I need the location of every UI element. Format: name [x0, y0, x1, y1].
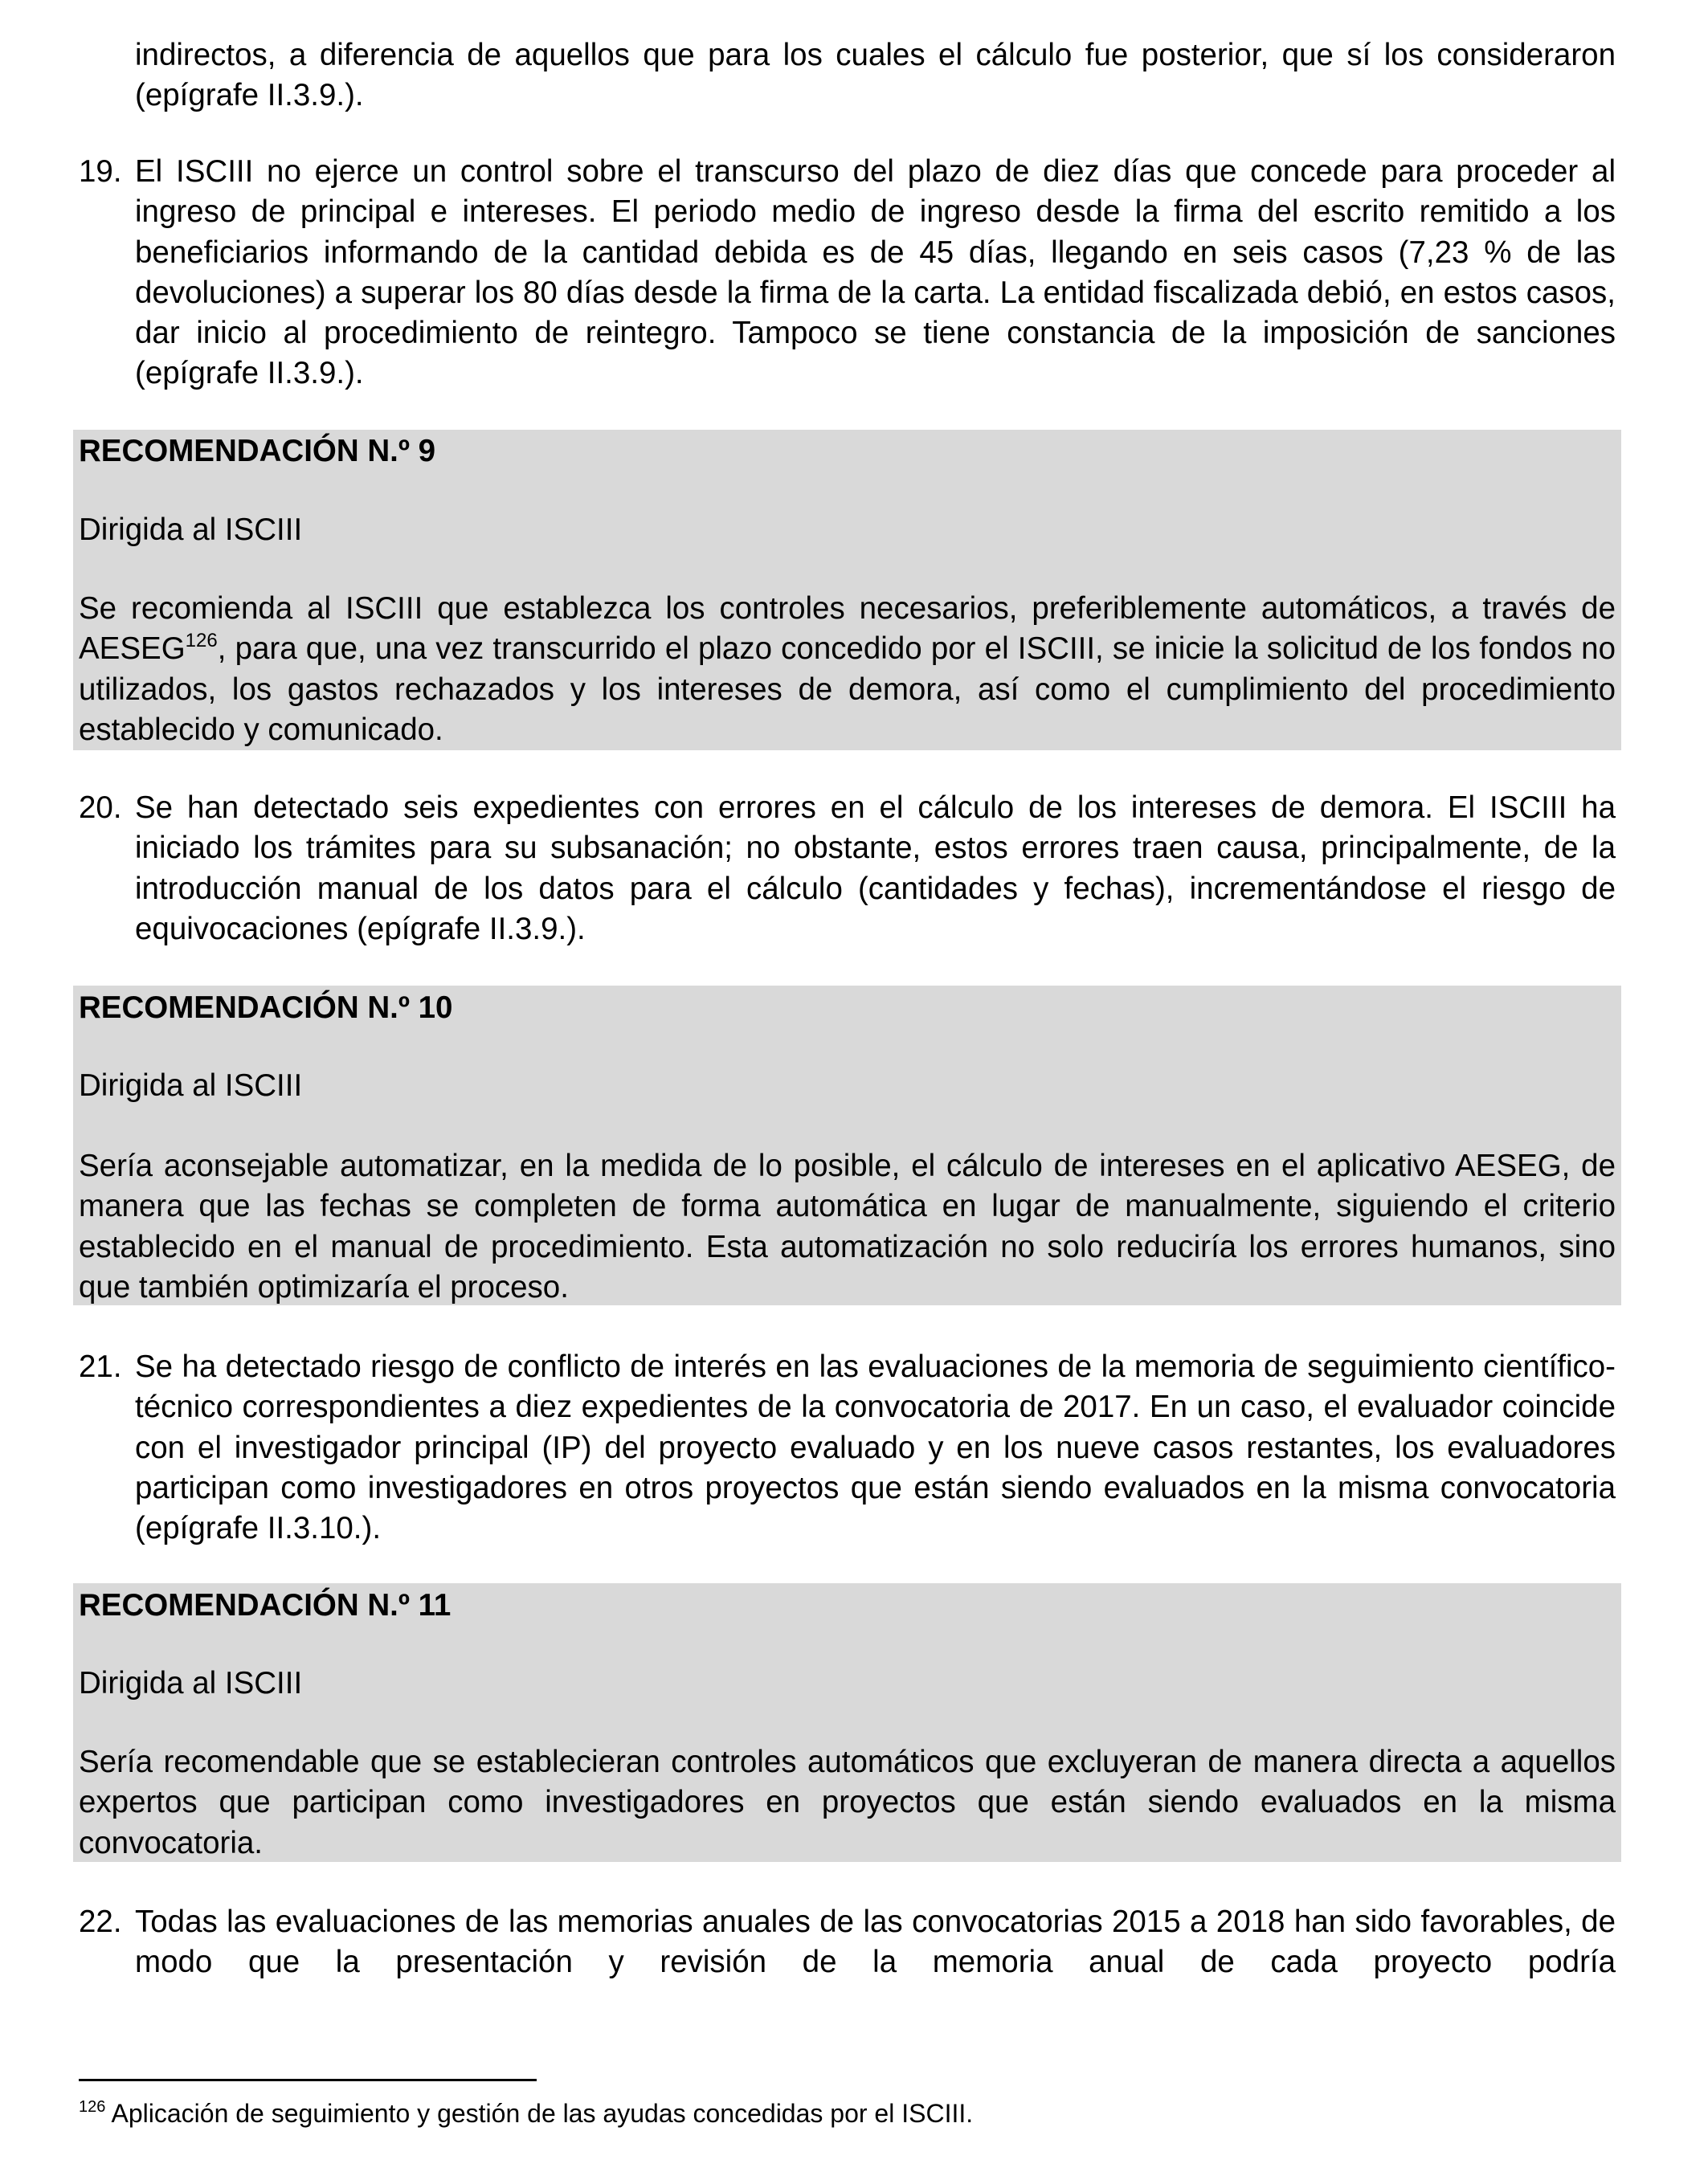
recommendation-heading: RECOMENDACIÓN N.º 9: [79, 434, 436, 468]
footnote-separator: [79, 2079, 537, 2081]
numbered-paragraph-22: [79, 1902, 1616, 1983]
paragraph-18-continuation: indirectos, a diferencia de aquellos que para los cuales el cálculo fue posterior, que sí los consideraron (epígrafe II.3.9.).: [135, 38, 1616, 113]
numbered-paragraph-21: [79, 1347, 1616, 1549]
recommendation-body: Sería recomendable que se establecieran controles automáticos que excluyeran de manera directa a aquellos expertos que participan como investigadores en proyectos que están siendo evaluados en la misma convocatoria.: [79, 1745, 1616, 1860]
recommendation-body-text: Se recomienda al ISCIII que establezca los controles necesarios, preferiblemente automáticos, a través de AESEG: [79, 591, 1616, 667]
recommendation-heading: RECOMENDACIÓN N.º 11: [79, 1588, 452, 1623]
footnote: [79, 2097, 973, 2129]
recommendation-box-11: [73, 1583, 1621, 1862]
paragraph-text: Todas las evaluaciones de las memorias anuales de las convocatorias 2015 a 2018 han sido favorables, de modo que la presentación y revisión de la memoria anual de cada proyecto podría: [135, 1905, 1616, 1980]
recommendation-body: Sería aconsejable automatizar, en la medida de lo posible, el cálculo de intereses en el aplicativo AESEG, de manera que las fechas se completen de forma automática en lugar de manualmente, siguiendo el criterio establecido en el manual de procedimiento. Esta automatización no solo reduciría los errores humanos, sino que también optimizaría el proceso.: [79, 1149, 1616, 1304]
recommendation-box-10: [73, 986, 1621, 1305]
recommendation-body: [79, 589, 1616, 750]
paragraph-number: 21.: [79, 1349, 122, 1384]
paragraph-number: 22.: [79, 1905, 122, 1939]
recommendation-addressee: Dirigida al ISCIII: [79, 1666, 303, 1701]
paragraph-text: Se han detectado seis expedientes con errores en el cálculo de los intereses de demora. El ISCIII ha iniciado los trámites para su subsanación; no obstante, estos errores traen causa, principalmente, de la introducción manual de los datos para el cálculo (cantidades y fechas), incrementándose el riesgo de equivocaciones (epígrafe II.3.9.).: [135, 790, 1616, 946]
recommendation-body-text: , para que, una vez transcurrido el plazo concedido por el ISCIII, se inicie la solicitud de los fondos no utilizados, los gastos rechazados y los intereses de demora, así como el cumplimiento del procedimiento establecido y comunicado.: [79, 631, 1616, 747]
footnote-number: 126: [79, 2098, 106, 2116]
paragraph-text: Se ha detectado riesgo de conflicto de interés en las evaluaciones de la memoria de seguimiento científico-técnico correspondientes a diez expedientes de la convocatoria de 2017. En un caso, el evaluador coincide con el investigador principal (IP) del proyecto evaluado y en los nueve casos restantes, los evaluadores participan como investigadores en otros proyectos que están siendo evaluados en la misma convocatoria (epígrafe II.3.10.).: [135, 1349, 1616, 1546]
numbered-paragraph-20: [79, 788, 1616, 949]
recommendation-heading: RECOMENDACIÓN N.º 10: [79, 990, 453, 1025]
recommendation-box-9: [73, 430, 1621, 750]
recommendation-addressee: Dirigida al ISCIII: [79, 1068, 303, 1103]
footnote-reference[interactable]: 126: [185, 630, 218, 652]
footnote-text: Aplicación de seguimiento y gestión de las ayudas concedidas por el ISCIII.: [111, 2099, 974, 2128]
paragraph-number: 20.: [79, 790, 122, 825]
paragraph-number: 19.: [79, 154, 122, 189]
numbered-paragraph-19: [79, 152, 1616, 394]
recommendation-addressee: Dirigida al ISCIII: [79, 512, 303, 547]
paragraph-text: El ISCIII no ejerce un control sobre el transcurso del plazo de diez días que concede para proceder al ingreso de principal e intereses. El periodo medio de ingreso desde la firma del escrito remitido a los beneficiarios informando de la cantidad debida es de 45 días, llegando en seis casos (7,23 % de las devoluciones) a superar los 80 días desde la firma de la carta. La entidad fiscalizada debió, en estos casos, dar inicio al procedimiento de reintegro. Tampoco se tiene constancia de la imposición de sanciones (epígrafe II.3.9.).: [135, 154, 1616, 391]
